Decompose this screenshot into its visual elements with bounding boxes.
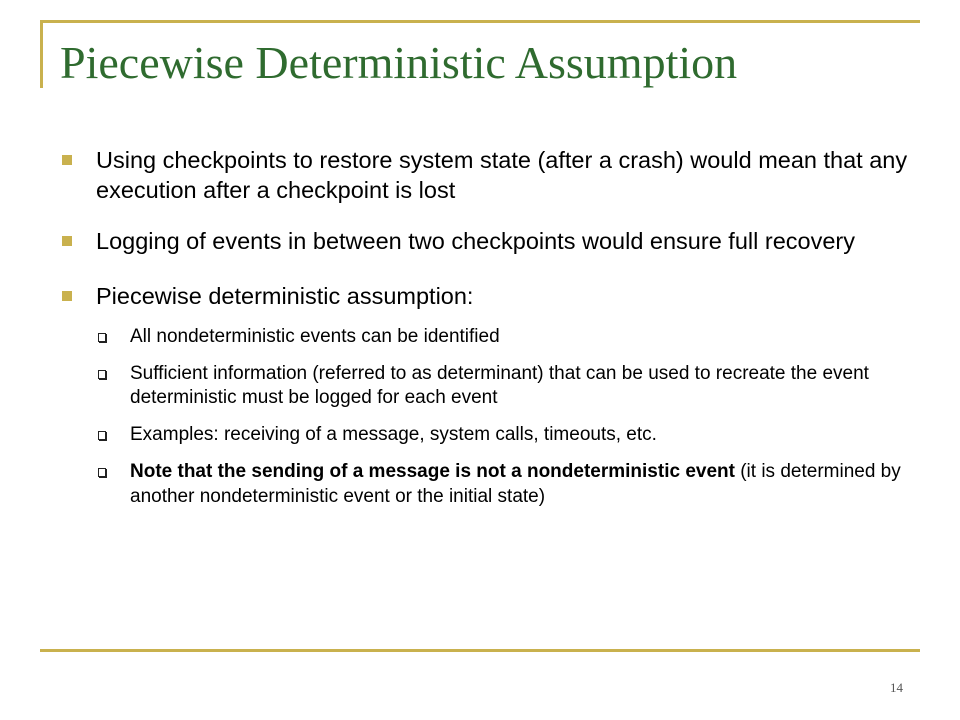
sub-bullet-text	[130, 460, 920, 509]
sub-bullet-item	[60, 362, 920, 411]
bullet-item	[60, 226, 920, 256]
checkbox-bullet-icon	[98, 333, 106, 342]
left-rule	[40, 20, 43, 88]
slide-title: Piecewise Deterministic Assumption	[60, 37, 738, 88]
top-rule	[40, 20, 920, 23]
sub-bullet-bold-text: Note that the sending of a message is not a nondeterministic event	[130, 461, 735, 482]
sub-bullet-item	[60, 423, 920, 448]
sub-bullet-text: Examples: receiving of a message, system calls, timeouts, etc.	[130, 423, 657, 445]
slide-content	[60, 145, 920, 509]
sub-bullet-item	[60, 460, 920, 509]
bullet-text: Piecewise deterministic assumption:	[96, 283, 474, 309]
sub-bullet-text: All nondeterministic events can be identified	[130, 326, 500, 347]
sub-bullet-rest-text: (it is determined by another nondeterministic event or the initial state)	[130, 461, 901, 507]
bullet-item	[60, 145, 920, 205]
bullet-text: Using checkpoints to restore system state (after a crash) would mean that any execution after a checkpoint is lost	[96, 147, 908, 203]
square-bullet-icon	[62, 236, 72, 246]
checkbox-bullet-icon	[98, 468, 106, 477]
checkbox-bullet-icon	[98, 431, 106, 440]
sub-bullet-item	[60, 325, 920, 350]
bottom-rule	[40, 649, 920, 652]
square-bullet-icon	[62, 155, 72, 165]
checkbox-bullet-icon	[98, 370, 106, 379]
bullet-item	[60, 281, 920, 311]
square-bullet-icon	[62, 291, 72, 301]
bullet-text: Logging of events in between two checkpoints would ensure full recovery	[96, 228, 855, 254]
sub-bullet-text: Sufficient information (referred to as determinant) that can be used to recreate the event deterministic must be logged for each event	[130, 362, 869, 408]
page-number: 14	[890, 680, 903, 695]
